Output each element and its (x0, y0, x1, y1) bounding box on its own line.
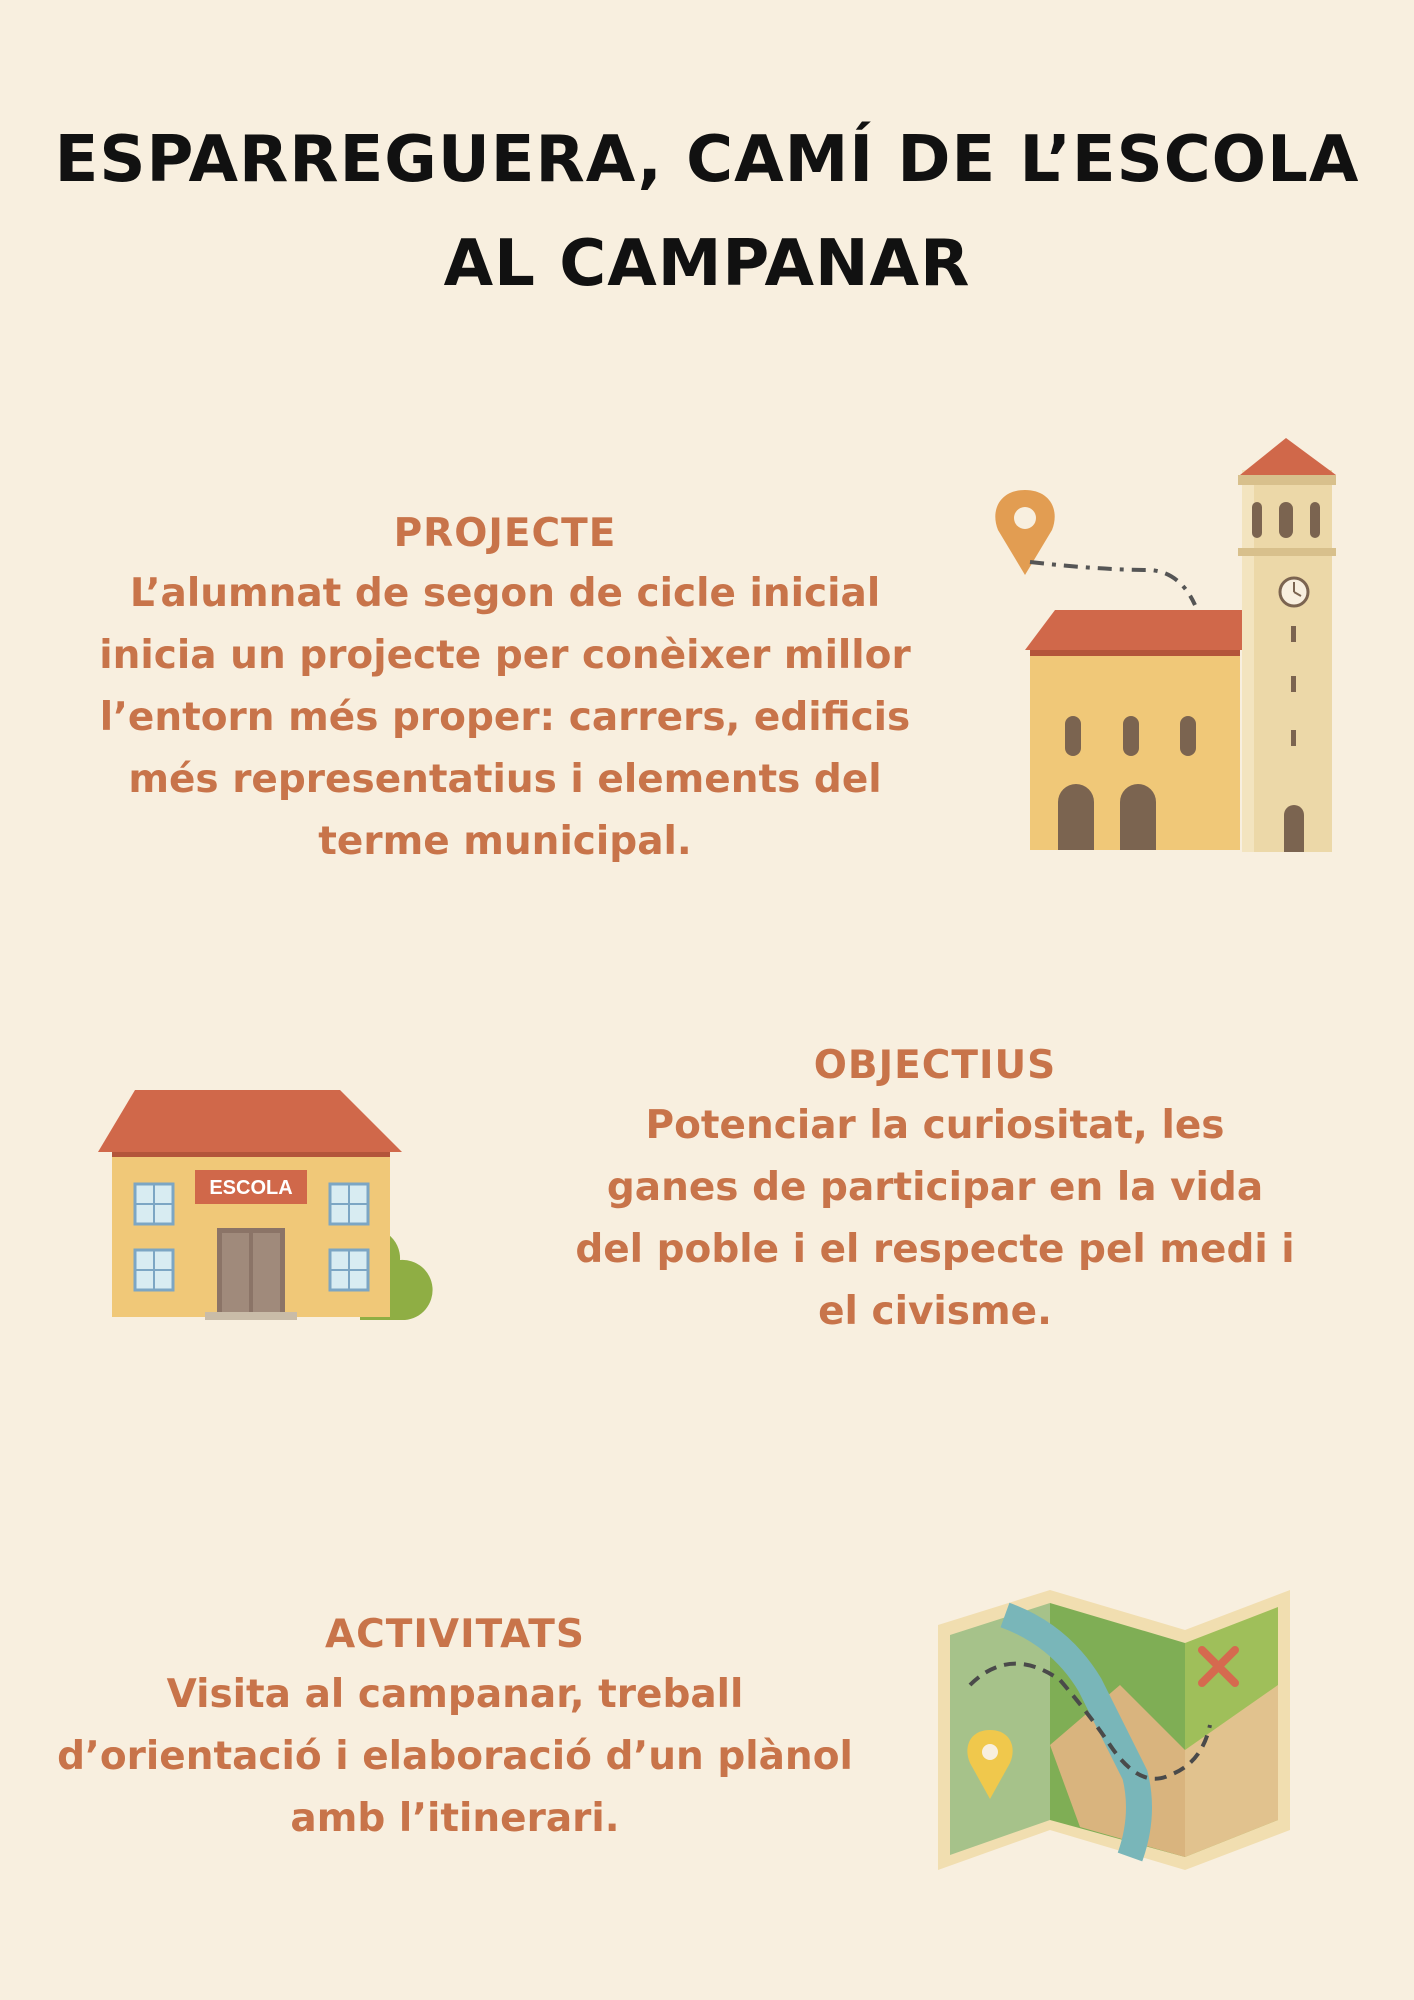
section-text-line: terme municipal. (318, 819, 692, 864)
section-text-line: amb l’itinerari. (290, 1796, 620, 1841)
bell-tower-icon (1238, 438, 1336, 852)
folded-map-illustration (930, 1575, 1300, 1885)
section-heading: PROJECTE (393, 511, 617, 556)
section-text-line: més representatius i elements del (128, 757, 882, 802)
map-pin-icon (995, 490, 1054, 575)
page-title (0, 108, 1414, 316)
section-text-line: Visita al campanar, treball (166, 1672, 744, 1717)
section-text-line: ganes de participar en la vida (606, 1165, 1264, 1210)
section-text-line: L’alumnat de segon de cicle inicial (129, 571, 881, 616)
folded-map-icon (938, 1590, 1290, 1870)
page-title-line-1: ESPARREGUERA, CAMÍ DE L’ESCOLA (54, 123, 1360, 197)
section-text-line: inicia un projecte per conèixer millor (99, 633, 911, 678)
page-title-line-2: AL CAMPANAR (443, 227, 971, 301)
section-text-line: l’entorn més proper: carrers, edificis (99, 695, 911, 740)
section-heading: OBJECTIUS (813, 1043, 1057, 1088)
town-with-bell-tower-illustration (980, 430, 1350, 870)
school-building-icon (98, 1090, 433, 1320)
section-text-line: del poble i el respecte pel medi i (575, 1227, 1295, 1272)
section-projecte (60, 505, 950, 873)
section-text-line: Potenciar la curiositat, les (645, 1103, 1225, 1148)
section-text-line: el civisme. (818, 1289, 1052, 1334)
section-text-line: d’orientació i elaboració d’un plànol (57, 1734, 853, 1779)
town-hall-icon (1025, 610, 1245, 850)
section-heading: ACTIVITATS (324, 1612, 586, 1657)
section-objectius (540, 1037, 1330, 1343)
school-sign: ESCOLA (209, 1177, 293, 1199)
section-activitats (20, 1606, 890, 1850)
school-building-illustration (90, 1080, 460, 1340)
